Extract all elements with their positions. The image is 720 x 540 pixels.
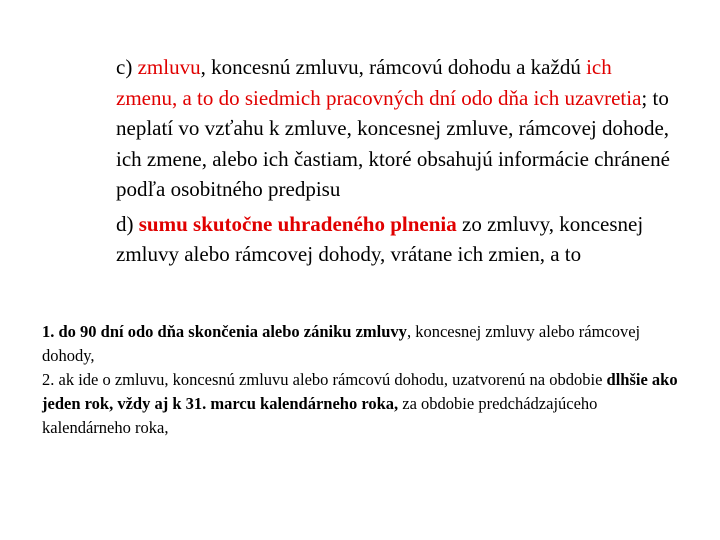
list-item-1 (42, 320, 682, 368)
item-d-highlight: sumu skutočne uhradeného plnenia (138, 211, 457, 236)
item-c-text2: ; to neplatí vo vzťahu k zmluve, koncesnej zmluve, rámcovej dohode, ich zmene, alebo ich častiam, ktoré obsahujú informácie chránené podľa osobitného predpisu (116, 85, 670, 201)
item-c-text1: , koncesnú zmluvu, rámcovú dohodu a každú (200, 55, 587, 79)
item-c-paragraph (116, 52, 676, 205)
list-item-1-bold: 1. do 90 dní odo dňa skončenia alebo zániku zmluvy (42, 322, 407, 341)
list-item-2-text2: za obdobie predchádzajúceho kalendárneho roka, (42, 394, 598, 437)
item-c-prefix: c) (116, 55, 138, 79)
list-item-2-bold: dlhšie ako jeden rok, vždy aj k 31. marcu kalendárneho roka, (42, 370, 678, 413)
item-c-red-span: ich zmenu, a to do siedmich pracovných dní odo dňa ich uzavretia (116, 55, 642, 110)
list-item-2-text1: 2. ak ide o zmluvu, koncesnú zmluvu alebo rámcovú dohodu, uzatvorenú na obdobie (42, 370, 607, 389)
item-d-prefix: d) (116, 211, 139, 236)
list-item-1-text: , koncesnej zmluvy alebo rámcovej dohody, (42, 322, 641, 365)
main-text-block (116, 52, 676, 270)
list-item-2 (42, 368, 682, 440)
item-d-text: zo zmluvy, koncesnej zmluvy alebo rámcovej dohody, vrátane ich zmien, a to (116, 211, 644, 266)
item-d-paragraph (116, 209, 676, 270)
numbered-list (42, 320, 682, 440)
item-c-highlight: zmluvu (137, 55, 201, 79)
